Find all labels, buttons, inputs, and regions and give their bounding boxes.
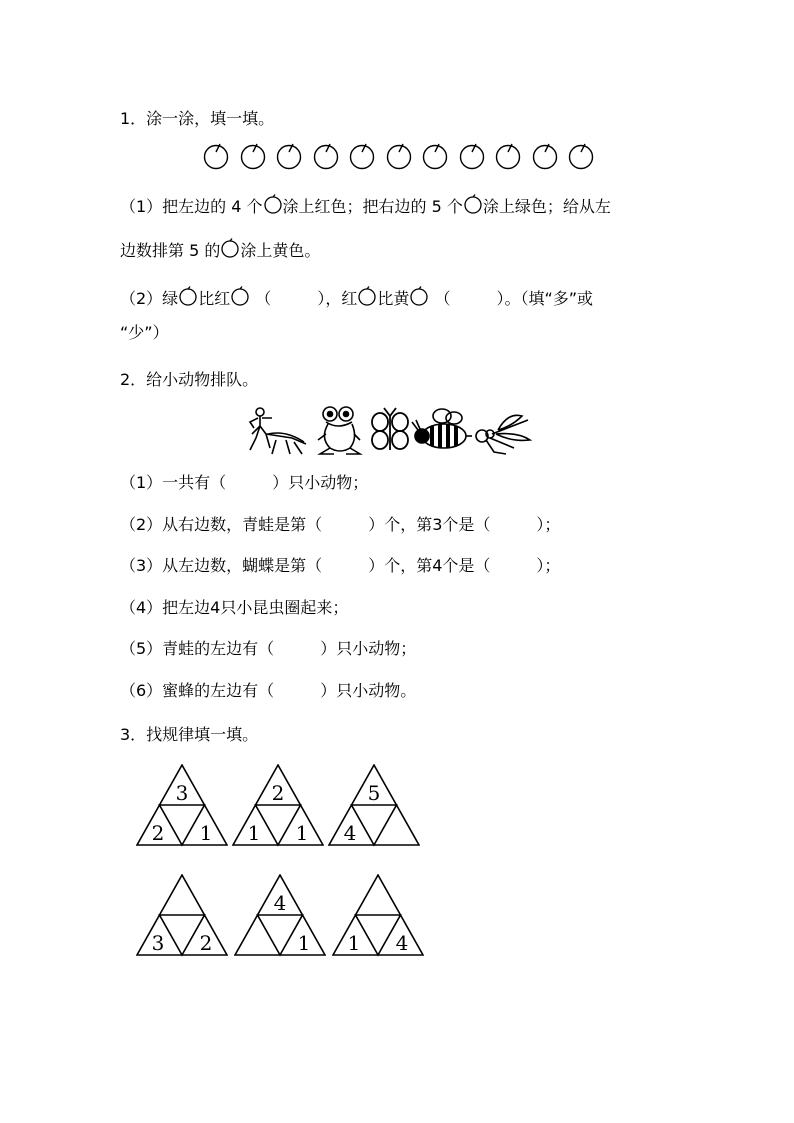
triangle-right-number: 1	[295, 821, 309, 845]
frog-icon	[318, 407, 360, 454]
q2-title: 2．给小动物排队。	[120, 370, 259, 389]
triangle-left-number: 4	[343, 821, 357, 845]
triangle-left-number: 1	[347, 931, 361, 955]
q2-item-2	[120, 514, 560, 536]
apple-icon[interactable]	[276, 142, 302, 170]
q2-item-6	[120, 680, 416, 702]
apple-icon	[178, 286, 198, 306]
triangle-right-number: 1	[199, 821, 213, 845]
apple-icon[interactable]	[313, 142, 339, 170]
apple-icon[interactable]	[422, 142, 448, 170]
triangle-left-number: 1	[247, 821, 261, 845]
q2-item-2-text-b: ）个，第3个是（	[368, 515, 491, 534]
q2-item-3-text-a: （3）从左边数，蝴蝶是第（	[120, 556, 323, 575]
q1-part2-text-e: 比黄	[377, 289, 410, 308]
q1-part1-line1	[120, 194, 611, 218]
triangle-top-number: 5	[367, 781, 381, 805]
apple-icon[interactable]	[349, 142, 375, 170]
triangle-right-number: 4	[395, 931, 409, 955]
apple-icon[interactable]	[459, 142, 485, 170]
q1-part2-bracket-open: （	[255, 289, 272, 308]
triangle-right-number: 1	[297, 931, 311, 955]
apple-icon	[357, 286, 377, 306]
apple-icon[interactable]	[386, 142, 412, 170]
q2-item-4-text-a: （4）把左边4只小昆虫圈起来；	[120, 598, 349, 617]
q1-part1-text-e: 涂上黄色。	[240, 241, 321, 260]
q1-part2-line2: “少”）	[120, 323, 169, 342]
apple-icon	[409, 286, 429, 306]
q1-part1-line2	[120, 238, 320, 262]
butterfly-icon	[372, 408, 408, 450]
apple-icon[interactable]	[240, 142, 266, 170]
q2-item-1-text-a: （1）一共有（	[120, 473, 227, 492]
bee-icon	[412, 409, 472, 448]
q1-title: 1．涂一涂，填一填。	[120, 109, 275, 128]
q1-part1-text-d: 边数排第 5 的	[120, 241, 221, 260]
triangle-left-number: 3	[151, 931, 165, 955]
triangle-top-number: 4	[273, 891, 287, 915]
q1-part1-text-a: （1）把左边的 4 个	[120, 197, 263, 216]
mantis-icon	[250, 408, 306, 454]
number-triangle	[232, 764, 324, 848]
apple-icon	[230, 286, 250, 306]
q2-item-6-text-b: ）只小动物。	[320, 681, 417, 700]
number-triangle	[234, 874, 326, 958]
q1-part2-text-g: ）。（填“多”或	[496, 289, 594, 308]
q2-item-4	[120, 597, 348, 619]
q1-part2-text-b: 比红	[198, 289, 231, 308]
apple-icon[interactable]	[203, 142, 229, 170]
triangle-top-number: 3	[175, 781, 189, 805]
q2-item-3-text-b: ）个，第4个是（	[368, 556, 491, 575]
q2-item-5-text-a: （5）青蛙的左边有（	[120, 639, 275, 658]
number-triangle	[332, 874, 424, 958]
q1-part1-text-c: 涂上绿色；给从左	[482, 197, 611, 216]
q2-item-5-text-b: ）只小动物；	[320, 639, 417, 658]
dragonfly-icon	[476, 415, 530, 454]
q1-part2-text-a: （2）绿	[120, 289, 179, 308]
q2-item-6-text-a: （6）蜜蜂的左边有（	[120, 681, 275, 700]
triangle-left-number: 2	[151, 821, 165, 845]
apple-icon	[463, 194, 483, 214]
number-triangle	[328, 764, 420, 848]
apple-row	[203, 142, 593, 172]
animals-illustration	[246, 404, 536, 458]
q1-part2-bracket-open-2: （	[434, 289, 451, 308]
q1-part2-line1	[120, 286, 593, 310]
apple-icon[interactable]	[568, 142, 594, 170]
q1-part2-text-d: ），红	[317, 289, 358, 308]
q2-item-2-text-a: （2）从右边数，青蛙是第（	[120, 515, 323, 534]
q3-title: 3．找规律填一填。	[120, 725, 259, 744]
apple-icon	[220, 238, 240, 258]
triangle-right-number: 2	[199, 931, 213, 955]
q2-item-3-text-c: ）；	[536, 556, 561, 575]
apple-icon[interactable]	[495, 142, 521, 170]
q2-item-3	[120, 555, 560, 577]
q2-item-1-text-b: ）只小动物；	[272, 473, 369, 492]
number-triangle	[136, 874, 228, 958]
q2-item-2-text-c: ）；	[536, 515, 561, 534]
apple-icon	[263, 194, 283, 214]
number-triangle	[136, 764, 228, 848]
q1-part1-text-b: 涂上红色；把右边的 5 个	[282, 197, 463, 216]
apple-icon[interactable]	[532, 142, 558, 170]
triangle-top-number: 2	[271, 781, 285, 805]
q2-item-1	[120, 472, 368, 494]
q2-item-5	[120, 638, 416, 660]
